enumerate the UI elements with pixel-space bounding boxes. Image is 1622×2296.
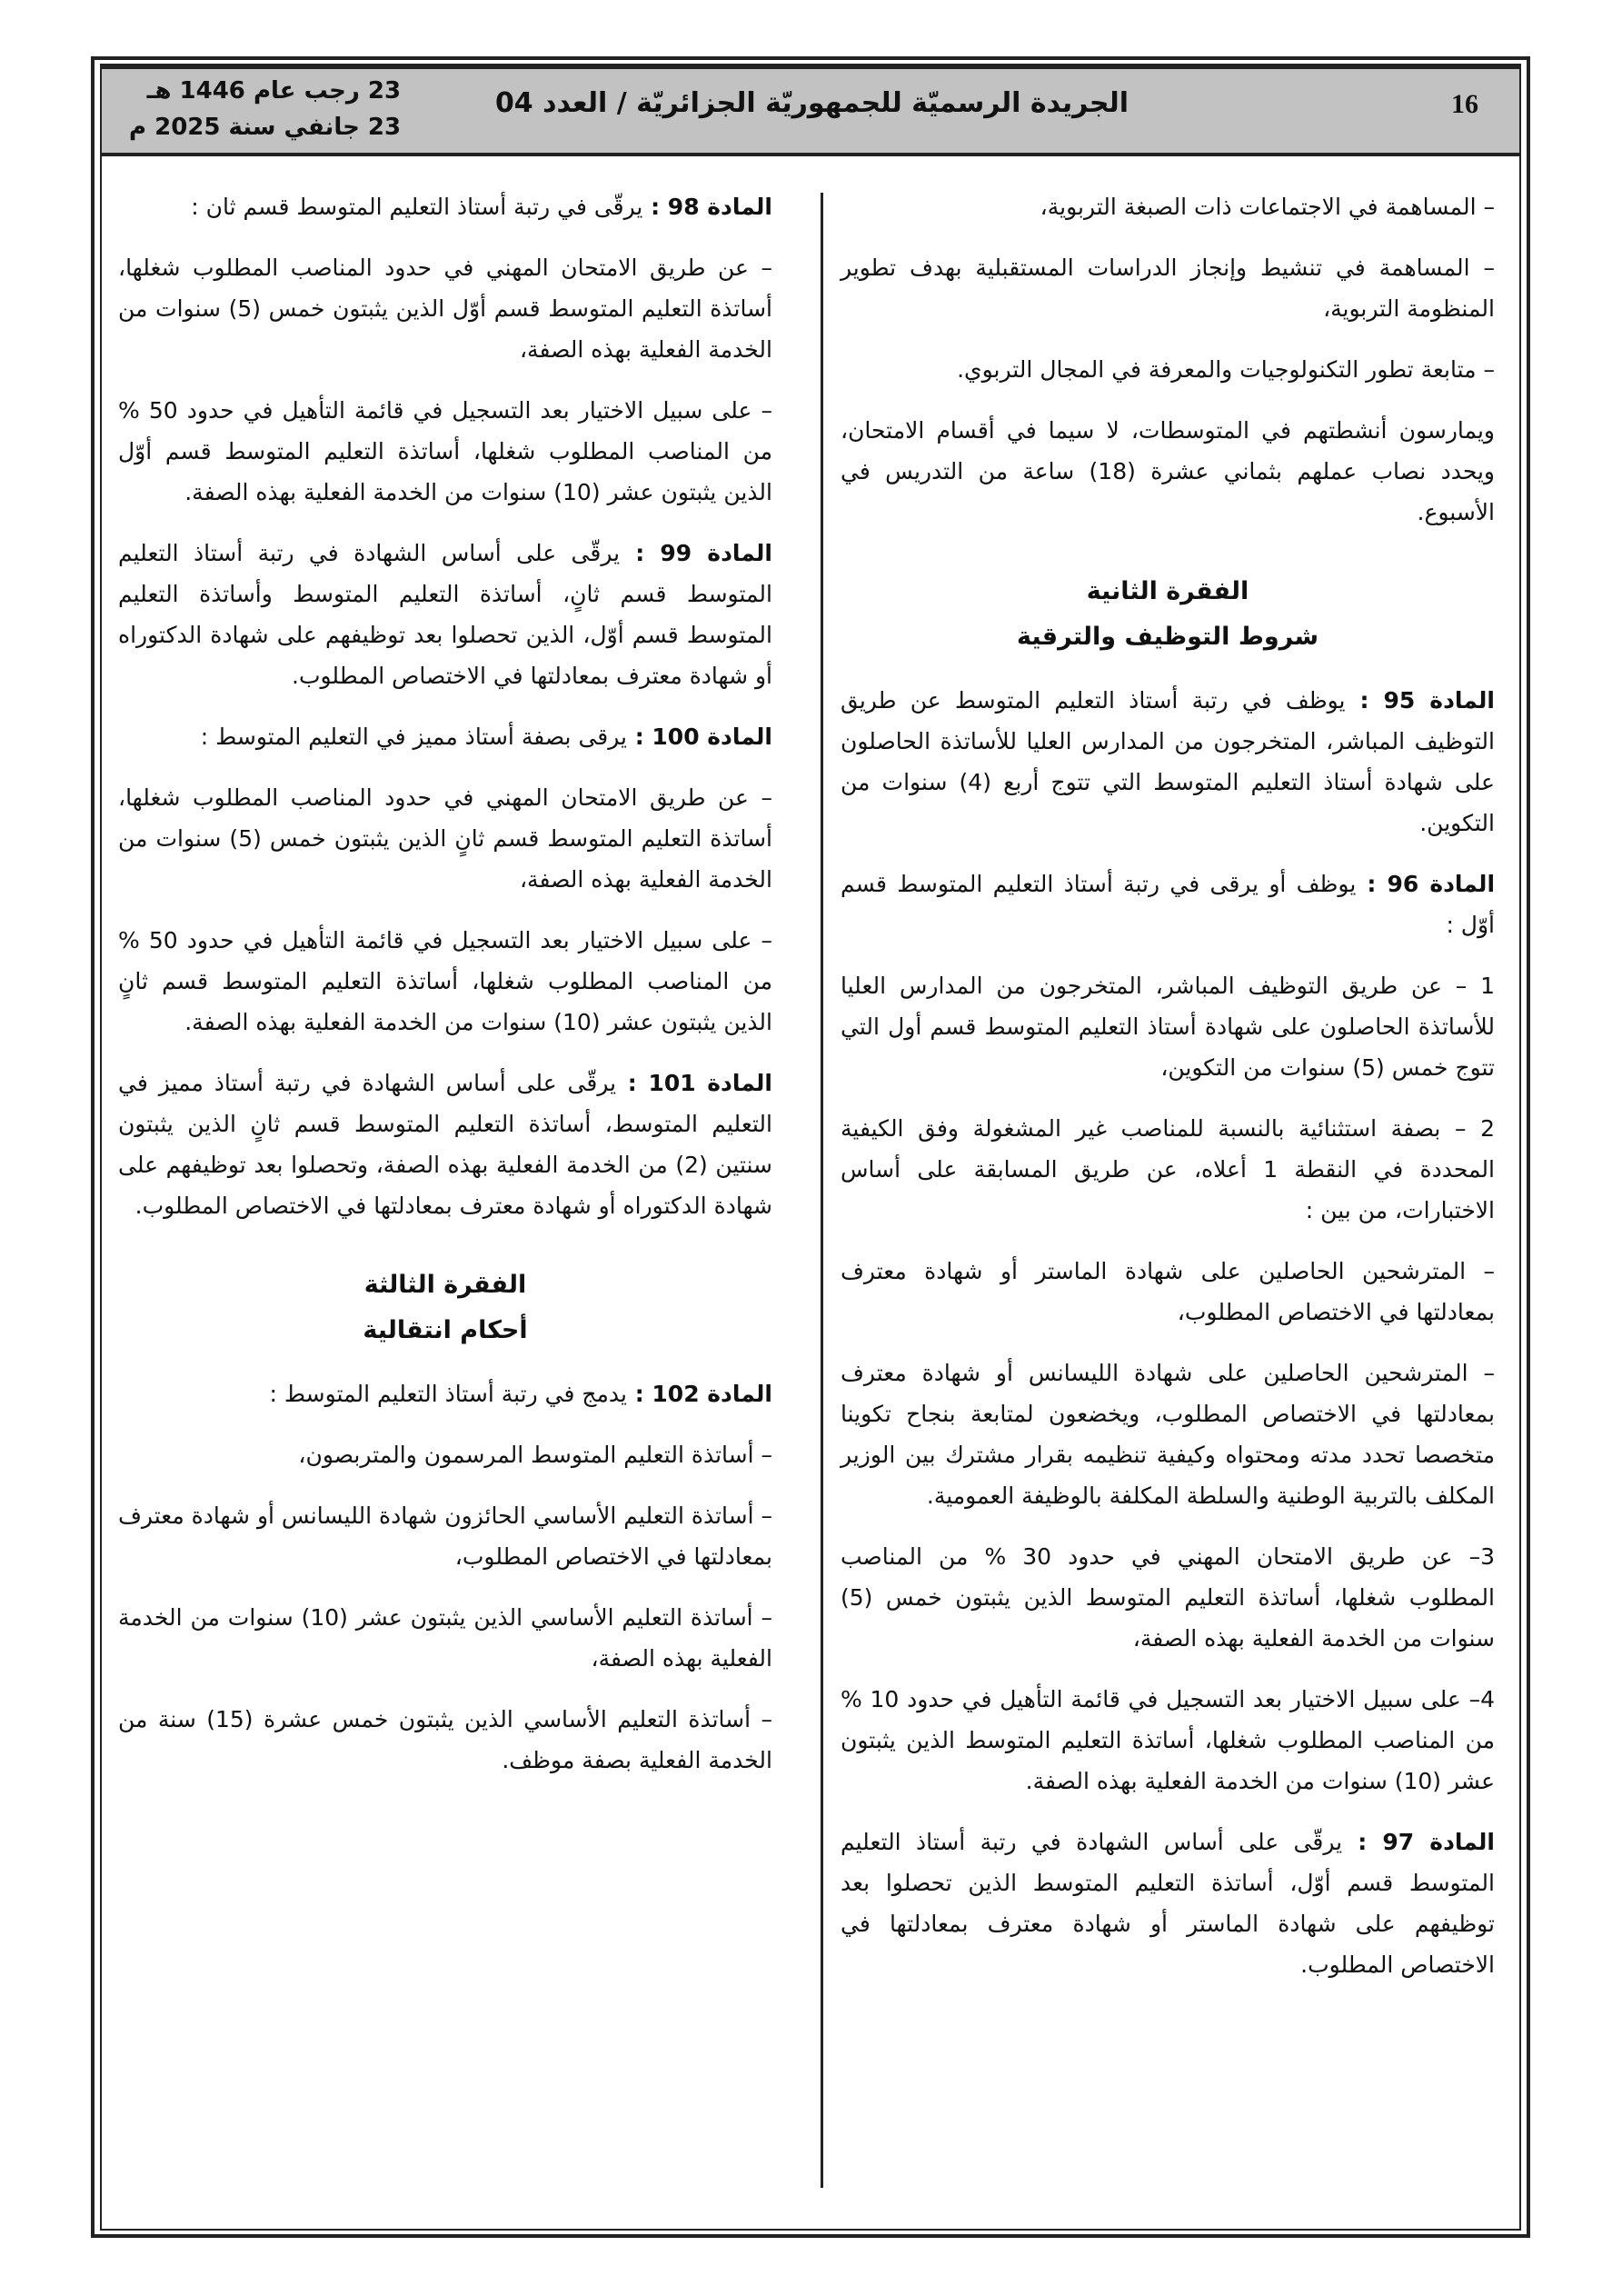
section-title: الفقرة الثانية [1086,577,1249,605]
article-97 [841,1822,1495,1985]
article-100 [118,716,772,757]
left-column [118,186,772,1801]
article-text: يرقّى في رتبة أستاذ التعليم المتوسط قسم ثان : [191,194,643,220]
date-gregorian: 23 جانفي سنة 2025 م [129,114,402,141]
paragraph: – عن طريق الامتحان المهني في حدود المناصب المطلوب شغلها، أساتذة التعليم المتوسط قسم أوّل الذين يثبتون خمس (5) سنوات من الخدمة الفعلية بهذه الصفة، [118,255,772,363]
paragraph: – المترشحين الحاصلين على شهادة الليسانس أو شهادة معترف بمعادلتها في الاختصاص المطلوب، ويخضعون لمتابعة بنجاح تكوينا متخصصا تحدد مدته ومحتواه وكيفية تنظيمه بقرار مشترك بين الوزير المكلف بالتربية الوطنية والسلطة المكلفة بالوظيفة العمومية. [841,1360,1495,1509]
page-header [102,65,1519,156]
paragraph: – المترشحين الحاصلين على شهادة الماستر أو شهادة معترف بمعادلتها في الاختصاص المطلوب، [841,1258,1495,1325]
paragraph: – متابعة تطور التكنولوجيات والمعرفة في المجال التربوي. [957,356,1495,383]
article-101 [118,1063,772,1226]
section-subtitle: أحكام انتقالية [363,1316,528,1344]
article-label: المادة 97 : [1342,1829,1496,1855]
article-102 [118,1373,772,1414]
section-subtitle: شروط التوظيف والترقية [1017,623,1318,651]
article-text: يوظف في رتبة أستاذ التعليم المتوسط عن طريق التوظيف المباشر، المتخرجون من المدارس العليا للأساتذة الحاصلون على شهادة أستاذ التعليم المتوسط التي تتوج أربع (4) سنوات من التكوين. [841,687,1495,836]
paragraph: ويمارسون أنشطتهم في المتوسطات، لا سيما في أقسام الامتحان، ويحدد نصاب عملهم بثماني عشرة (18) ساعة من التدريس في الأسبوع. [841,417,1495,525]
paragraph: – على سبيل الاختيار بعد التسجيل في قائمة التأهيل في حدود 50 % من المناصب المطلوب شغلها، أساتذة التعليم المتوسط قسم ثانٍ الذين يثبتون عشر (10) سنوات من الخدمة الفعلية بهذه الصفة. [118,927,773,1035]
paragraph: – المساهمة في تنشيط وإنجاز الدراسات المستقبلية بهدف تطوير المنظومة التربوية، [841,255,1495,322]
paragraph: 4– على سبيل الاختيار بعد التسجيل في قائمة التأهيل في حدود 10 % من المناصب المطلوب شغلها، أساتذة التعليم المتوسط الذين يثبتون عشر (10) سنوات من الخدمة الفعلية بهذه الصفة. [841,1686,1495,1794]
article-text: يرقّى على أساس الشهادة في رتبة أستاذ التعليم المتوسط قسم أوّل، أساتذة التعليم المتوسط الذين تحصلوا بعد توظيفهم على شهادة الماستر أو شهادة معترف بمعادلتها في الاختصاص المطلوب. [841,1829,1495,1978]
article-label: المادة 101 : [616,1070,772,1096]
paragraph: – عن طريق الامتحان المهني في حدود المناصب المطلوب شغلها، أساتذة التعليم المتوسط قسم ثانٍ الذين يثبتون خمس (5) سنوات من الخدمة الفعلية بهذه الصفة، [118,784,772,893]
paragraph: – على سبيل الاختيار بعد التسجيل في قائمة التأهيل في حدود 50 % من المناصب المطلوب شغلها، أساتذة التعليم المتوسط قسم أوّل الذين يثبتون عشر (10) سنوات من الخدمة الفعلية بهذه الصفة. [118,397,773,505]
paragraph: 2 – بصفة استثنائية بالنسبة للمناصب غير المشغولة وفق الكيفية المحددة في النقطة 1 أعلاه، عن طريق المسابقة على أساس الاختبارات، من بين : [841,1115,1495,1223]
article-99 [118,533,772,696]
article-label: المادة 102 : [627,1381,772,1407]
article-label: المادة 99 : [620,540,773,566]
article-95 [841,680,1495,844]
article-text: يرقّى على أساس الشهادة في رتبة أستاذ مميز في التعليم المتوسط، أساتذة التعليم المتوسط قسم ثانٍ الذين يثبتون سنتين (2) من الخدمة الفعلية بهذه الصفة، وتحصلوا بعد توظيفهم على شهادة الدكتوراه أو شهادة معترف بمعادلتها في الاختصاص المطلوب. [118,1070,773,1219]
paragraph: – أساتذة التعليم الأساسي الحائزون شهادة الليسانس أو شهادة معترف بمعادلتها في الاختصاص المطلوب، [118,1502,772,1570]
paragraph: – أساتذة التعليم المتوسط المرسمون والمتربصون، [298,1442,772,1468]
article-text: يرقّى على أساس الشهادة في رتبة أستاذ التعليم المتوسط قسم ثانٍ، أساتذة التعليم المتوسط وأساتذة التعليم المتوسط قسم أوّل، الذين تحصلوا بعد توظيفهم على شهادة الدكتوراه أو شهادة معترف بمعادلتها في الاختصاص المطلوب. [118,540,772,689]
section-title: الفقرة الثالثة [363,1271,527,1299]
article-text: يوظف أو يرقى في رتبة أستاذ التعليم المتوسط قسم أوّل : [841,871,1495,938]
article-98 [118,186,772,227]
article-label: المادة 98 : [642,194,772,220]
article-text: يدمج في رتبة أستاذ التعليم المتوسط : [269,1381,627,1407]
paragraph: – أساتذة التعليم الأساسي الذين يثبتون خمس عشرة (15) سنة من الخدمة الفعلية بصفة موظف. [118,1706,772,1773]
date-hijri: 23 رجب عام 1446 هـ [146,77,402,105]
paragraph: 3– عن طريق الامتحان المهني في حدود 30 % من المناصب المطلوب شغلها، أساتذة التعليم المتوسط الذين يثبتون خمس (5) سنوات من الخدمة الفعلية بهذه الصفة، [841,1543,1495,1652]
article-label: المادة 96 : [1356,871,1496,897]
article-label: المادة 95 : [1345,687,1496,714]
paragraph: 1 – عن طريق التوظيف المباشر، المتخرجون من المدارس العليا للأساتذة الحاصلون على شهادة أستاذ التعليم المتوسط قسم أول التي تتوج خمس (5) سنوات من التكوين، [841,973,1495,1081]
paragraph: – المساهمة في الاجتماعات ذات الصبغة التربوية، [1040,194,1495,220]
article-text: يرقى بصفة أستاذ مميز في التعليم المتوسط : [200,724,627,750]
section-heading [118,1263,772,1353]
page-number: 16 [1451,89,1478,119]
article-96 [841,863,1495,945]
article-label: المادة 100 : [627,724,772,750]
journal-title: الجريدة الرسميّة للجمهوريّة الجزائريّة / العدد 04 [494,87,1129,119]
issue-date [129,73,401,145]
paragraph: – أساتذة التعليم الأساسي الذين يثبتون عشر (10) سنوات من الخدمة الفعلية بهذه الصفة، [118,1604,772,1672]
column-divider [821,193,823,2188]
section-heading [841,569,1495,660]
right-column [841,186,1495,2005]
